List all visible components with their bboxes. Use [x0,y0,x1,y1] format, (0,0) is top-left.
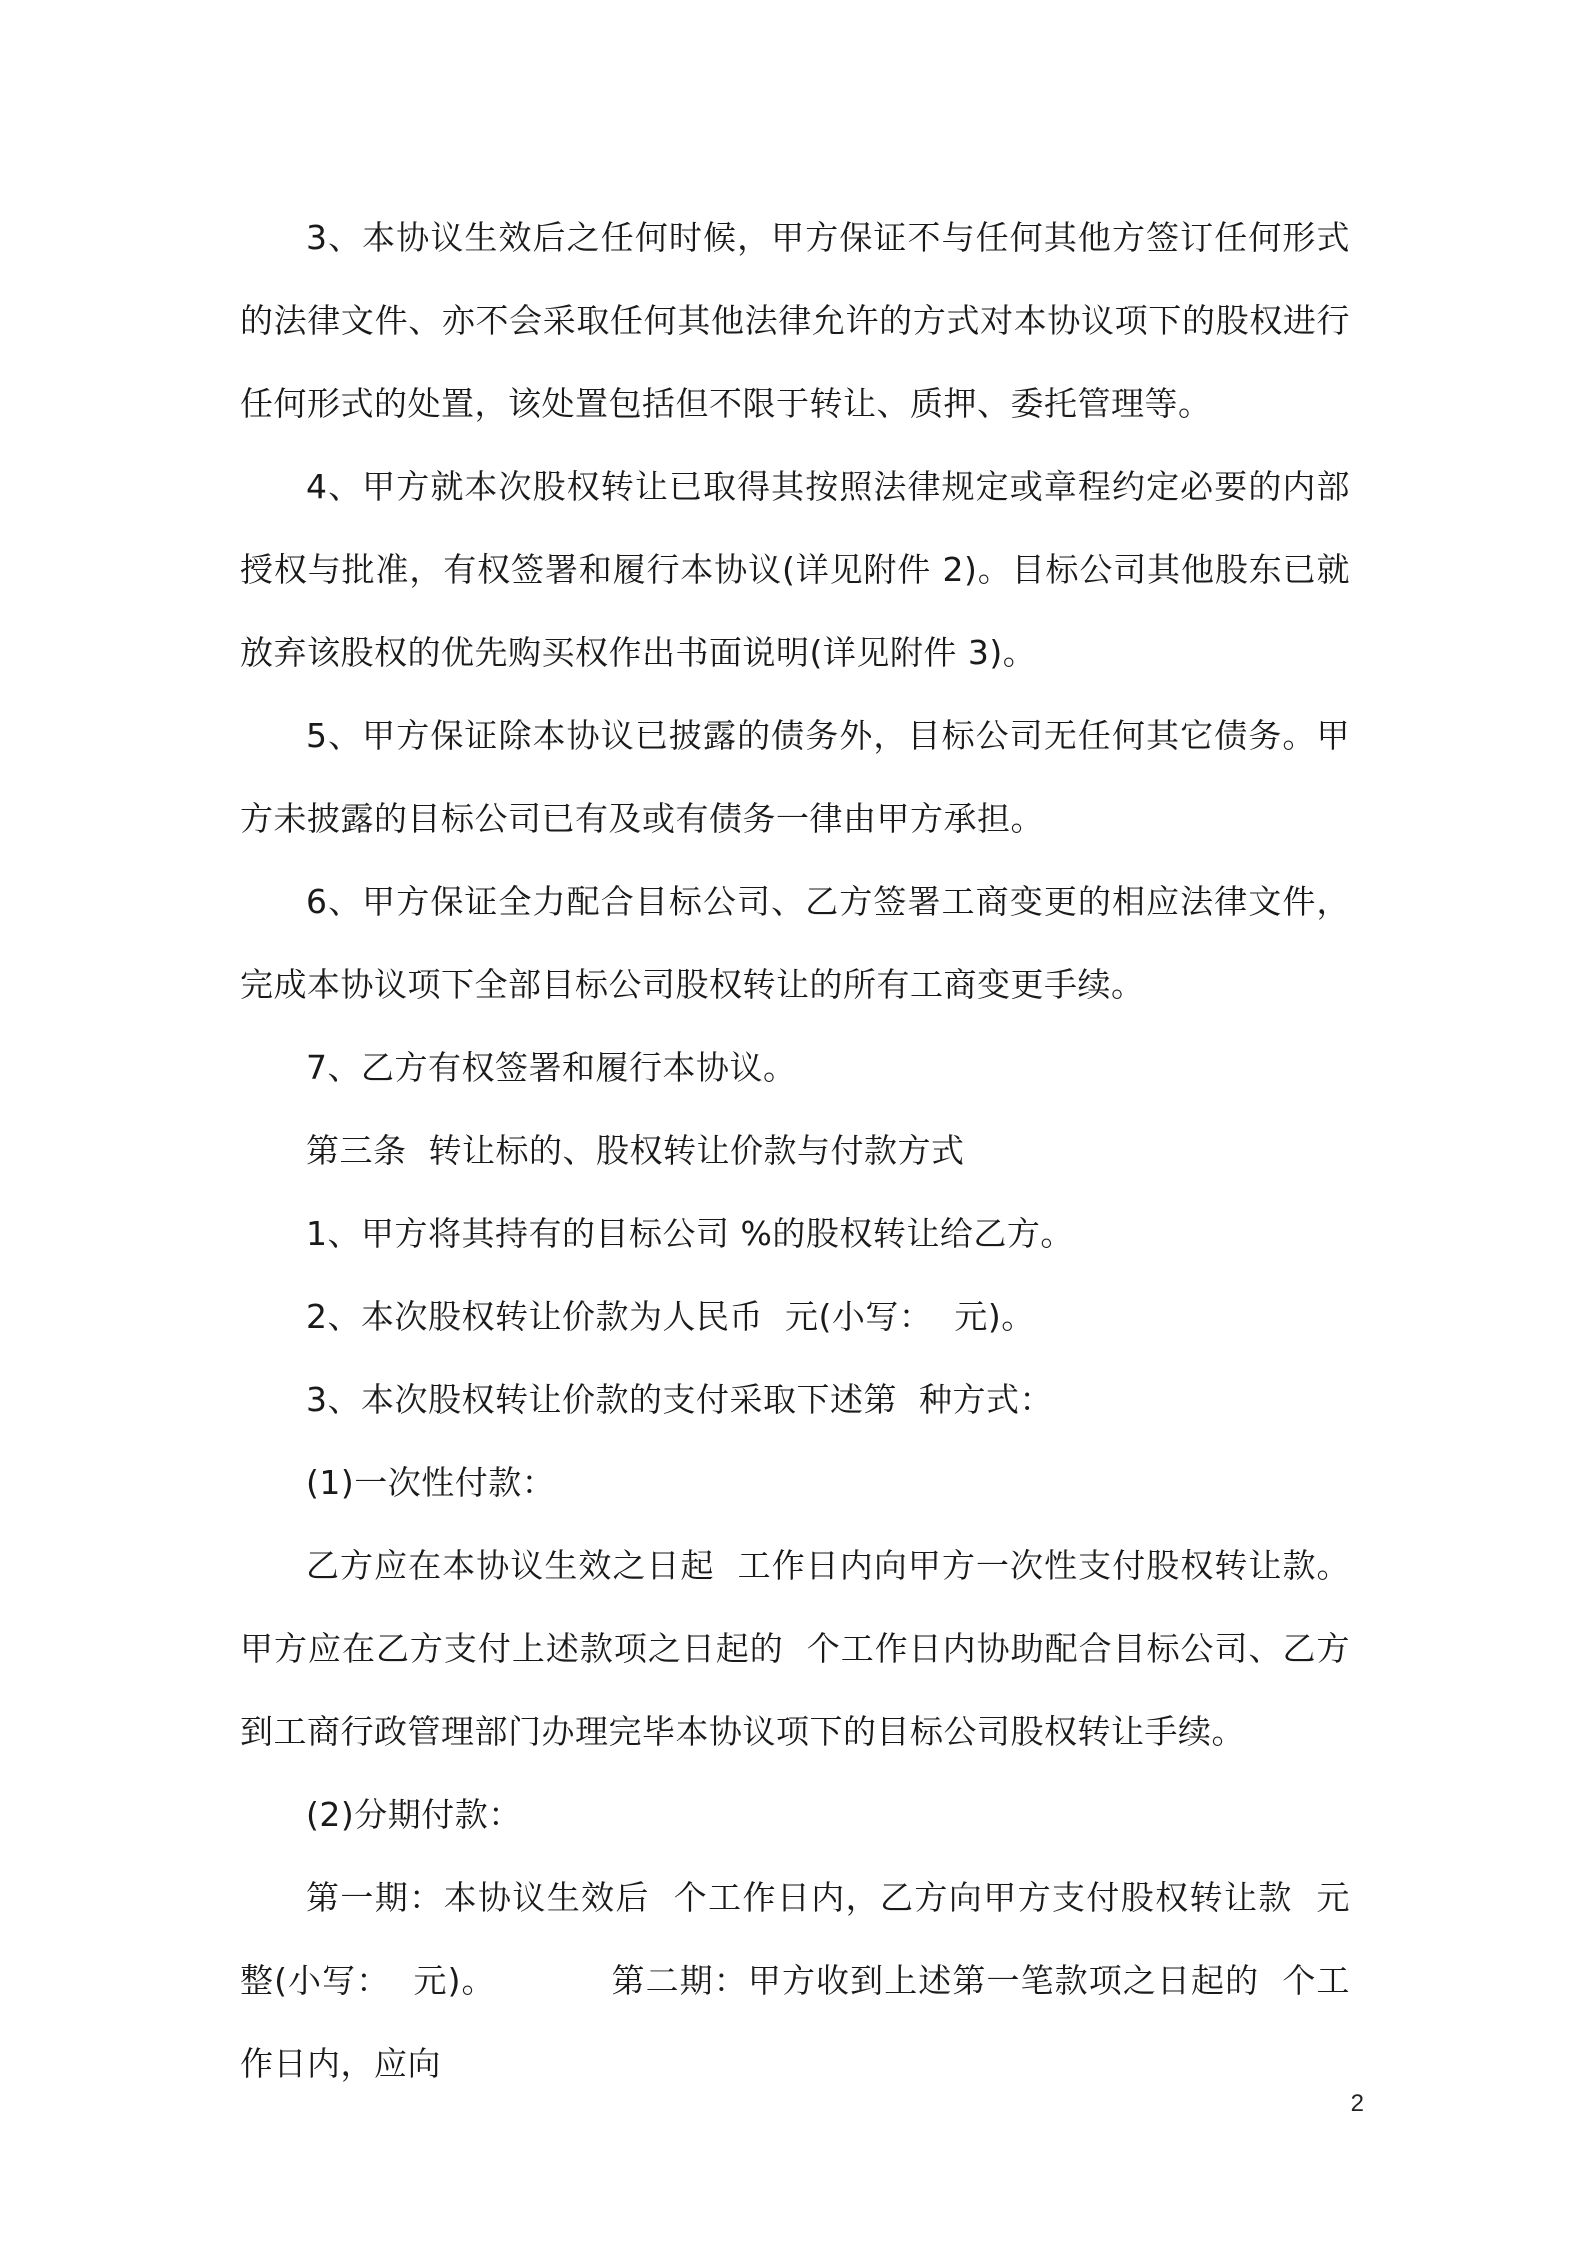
paragraph-clause-6: 6、甲方保证全力配合目标公司、乙方签署工商变更的相应法律文件，完成本协议项下全部目标公司股权转让的所有工商变更手续。 [240,882,1350,1004]
paragraph-clause-4: 4、甲方就本次股权转让已取得其按照法律规定或章程约定必要的内部授权与批准，有权签署和履行本协议(详见附件 2)。目标公司其他股东已就放弃该股权的优先购买权作出书面说明(详见附件 3)。 [240,467,1350,672]
subheading-lump-sum: (1)一次性付款： [306,1463,556,1502]
paragraph-item-3: 3、本次股权转让价款的支付采取下述第 种方式： [306,1380,1053,1419]
paragraph-installment-terms: 第一期：本协议生效后 个工作日内，乙方向甲方支付股权转让款 元整(小写： 元)。 第二期：甲方收到上述第一笔款项之日起的 个工作日内，应向 [240,1878,1350,2083]
paragraph-clause-7: 7、乙方有权签署和履行本协议。 [306,1048,797,1087]
paragraph-clause-3: 3、本协议生效后之任何时候，甲方保证不与任何其他方签订任何形式的法律文件、亦不会采取任何其他法律允许的方式对本协议项下的股权进行任何形式的处置，该处置包括但不限于转让、质押、委托管理等。 [240,218,1350,423]
subheading-installments: (2)分期付款： [306,1795,522,1834]
paragraph-clause-5: 5、甲方保证除本协议已披露的债务外，目标公司无任何其它债务。甲方未披露的目标公司已有及或有债务一律由甲方承担。 [240,716,1350,838]
document-body [240,196,1350,2105]
page-number: 2 [1350,2090,1364,2117]
paragraph-lump-sum-terms: 乙方应在本协议生效之日起 工作日内向甲方一次性支付股权转让款。甲方应在乙方支付上述款项之日起的 个工作日内协助配合目标公司、乙方到工商行政管理部门办理完毕本协议项下的目标公司股权转让手续。 [240,1546,1350,1751]
paragraph-item-1: 1、甲方将其持有的目标公司 %的股权转让给乙方。 [306,1214,1074,1253]
paragraph-item-2: 2、本次股权转让价款为人民币 元(小写： 元)。 [306,1297,1035,1336]
section-heading-article-3: 第三条 转让标的、股权转让价款与付款方式 [306,1131,965,1170]
